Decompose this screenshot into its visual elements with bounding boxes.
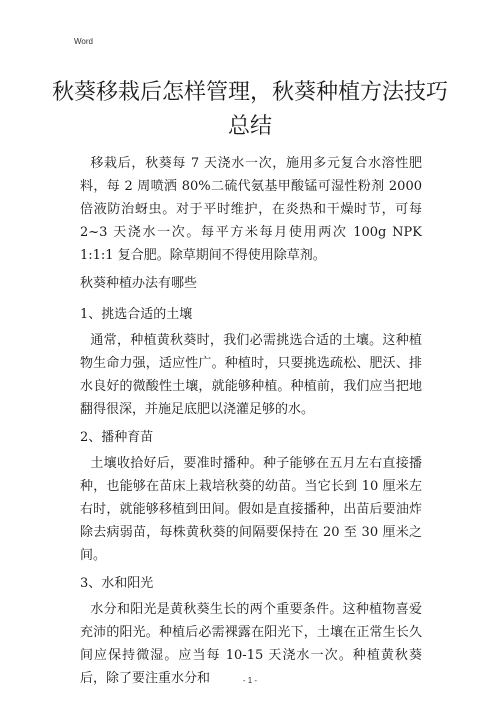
title-line-2: 总结: [227, 114, 272, 139]
section-paragraph-1: 通常，种植黄秋葵时，我们必需挑选合适的土壤。这种植物生命力强，适应性广。种植时，只要挑选疏松、肥沃、排水良好的微酸性土壤，就能够种植。种植前，我们应当把地翻得很深，并施足底肥以浇灌足够的水。: [80, 333, 422, 417]
section-heading-2: 2、播种育苗: [80, 430, 154, 445]
title-line-1: 秋葵移栽后怎样管理，秋葵种植方法技巧: [51, 80, 448, 105]
section-heading-3: 3、水和阳光: [80, 576, 154, 591]
intro-paragraph: 移栽后，秋葵每 7 天浇水一次，施用多元复合水溶性肥料，每 2 周喷洒 80%二硫代氨基甲酸锰可湿性粉剂 2000 倍液防治蚜虫。对于平时维护，在炎热和干燥时节，可每 2~3 天浇水一次。每平方米每月使用两次 100g NPK 1:1:1 复合肥。除草期间不得使用除草剂。: [80, 156, 422, 263]
app-label: Word: [74, 37, 93, 46]
section-heading-1: 1、挑选合适的土壤: [80, 307, 193, 322]
section-lead: 秋葵种植办法有哪些: [80, 276, 198, 291]
document-title: [50, 76, 450, 144]
page-number: - 1 -: [242, 676, 258, 685]
document-body: [80, 152, 422, 690]
section-paragraph-2: 土壤收拾好后，要准时播种。种子能够在五月左右直接播种，也能够在苗床上栽培秋葵的幼苗。当它长到 10 厘米左右时，就能够移植到田间。假如是直接播种，出苗后要油炸除去病弱苗，每株黄秋葵的间隔要保持在 20 至 30 厘米之间。: [80, 456, 422, 563]
section-paragraph-3: 水分和阳光是黄秋葵生长的两个重要条件。这种植物喜爱 充沛的阳光。种植后必需裸露在阳光下，土壤在正常生长久间应保持微湿。应当每 10-15 天浇水一次。种植黄秋葵后，除了要注重水分和: [80, 602, 422, 686]
